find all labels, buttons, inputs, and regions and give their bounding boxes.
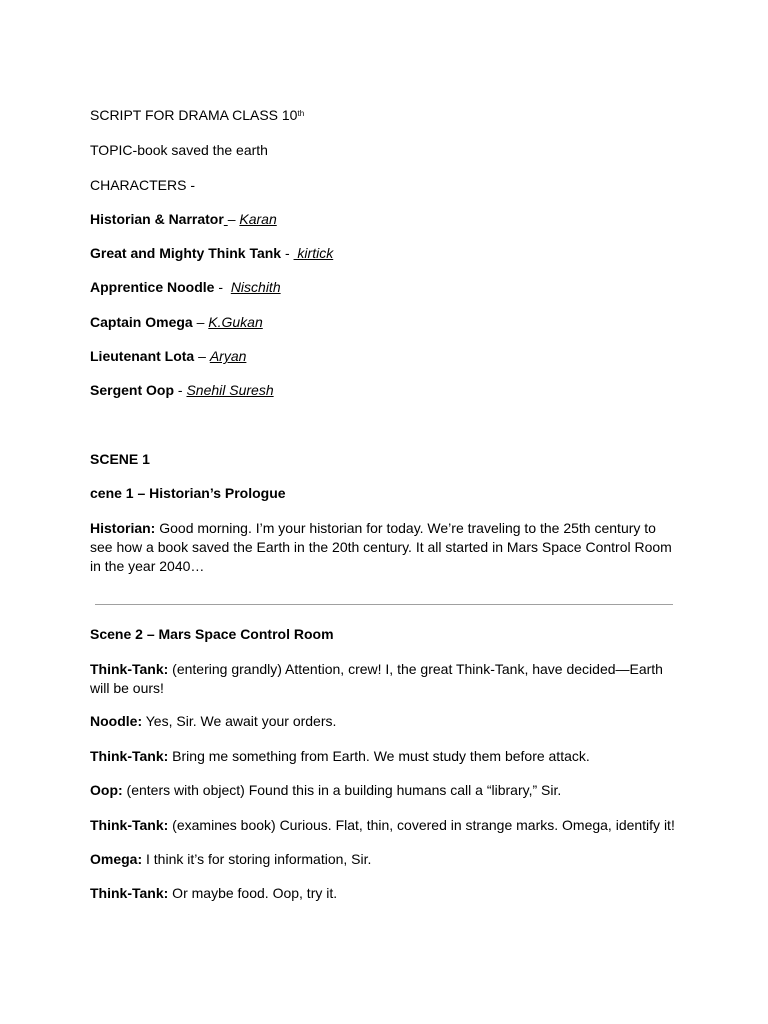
title-text: SCRIPT FOR DRAMA CLASS 10 <box>90 107 298 123</box>
character-actor: K.Gukan <box>208 314 263 330</box>
dialogue-text: Or maybe food. Oop, try it. <box>168 885 338 901</box>
dialogue-text: I think it’s for storing information, Sir. <box>142 851 372 867</box>
character-actor: Karan <box>239 211 277 227</box>
character-separator: - <box>174 382 187 398</box>
speaker-name: Think-Tank: <box>90 817 169 833</box>
speaker-name: Think-Tank: <box>90 748 169 764</box>
speaker-name: Historian: <box>90 520 156 536</box>
script-title <box>90 106 680 125</box>
topic-line: TOPIC-book saved the earth <box>90 142 268 158</box>
character-row-think-tank <box>90 244 680 263</box>
character-row-lota <box>90 347 680 366</box>
scene1-heading: SCENE 1 <box>90 451 150 467</box>
character-role: Captain Omega <box>90 314 193 330</box>
character-separator: - <box>281 245 294 261</box>
character-role: Apprentice Noodle <box>90 279 215 295</box>
dialogue-text: (examines book) Curious. Flat, thin, covered in strange marks. Omega, identify it! <box>168 817 675 833</box>
speaker-name: Think-Tank: <box>90 885 169 901</box>
dialogue-line <box>90 747 680 766</box>
speaker-name: Think-Tank: <box>90 661 169 677</box>
character-row-omega <box>90 313 680 332</box>
speaker-name: Oop: <box>90 782 123 798</box>
character-role: Historian & Narrator <box>90 211 224 227</box>
dialogue-text: Yes, Sir. We await your orders. <box>142 713 337 729</box>
character-role: Sergent Oop <box>90 382 175 398</box>
scene2-heading: Scene 2 – Mars Space Control Room <box>90 626 334 642</box>
scene1-paragraph <box>90 519 680 576</box>
character-separator: – <box>227 211 240 227</box>
dialogue-text: Good morning. I’m your historian for today. We’re traveling to the 25th century to see how a book saved the Earth in the 20th century. It all started in Mars Space Control Room in the year 2040… <box>90 520 672 574</box>
dialogue-text: (entering grandly) Attention, crew! I, the great Think-Tank, have decided—Earth will be ours! <box>90 661 663 696</box>
horizontal-divider <box>95 604 673 605</box>
dialogue-line <box>90 850 680 869</box>
character-separator: - <box>214 279 231 295</box>
character-actor: Aryan <box>209 348 247 364</box>
dialogue-text: Bring me something from Earth. We must study them before attack. <box>168 748 590 764</box>
character-role: Lieutenant Lota <box>90 348 195 364</box>
speaker-name: Noodle: <box>90 713 143 729</box>
character-row-noodle <box>90 278 680 297</box>
character-actor: Snehil Suresh <box>186 382 274 398</box>
scene1-subheading: cene 1 – Historian’s Prologue <box>90 485 286 501</box>
dialogue-line <box>90 781 680 800</box>
dialogue-line <box>90 884 680 903</box>
character-row-historian <box>90 210 680 229</box>
dialogue-line <box>90 816 680 835</box>
dialogue-line <box>90 712 680 731</box>
character-row-oop <box>90 381 680 400</box>
character-actor: kirtick <box>293 245 334 261</box>
character-role: Great and Mighty Think Tank <box>90 245 282 261</box>
character-separator: – <box>194 348 210 364</box>
characters-label: CHARACTERS - <box>90 177 196 193</box>
title-superscript: th <box>297 109 305 118</box>
speaker-name: Omega: <box>90 851 143 867</box>
character-actor: Nischith <box>230 279 281 295</box>
dialogue-text: (enters with object) Found this in a building humans call a “library,” Sir. <box>122 782 562 798</box>
character-separator: – <box>192 314 209 330</box>
dialogue-line <box>90 660 680 698</box>
